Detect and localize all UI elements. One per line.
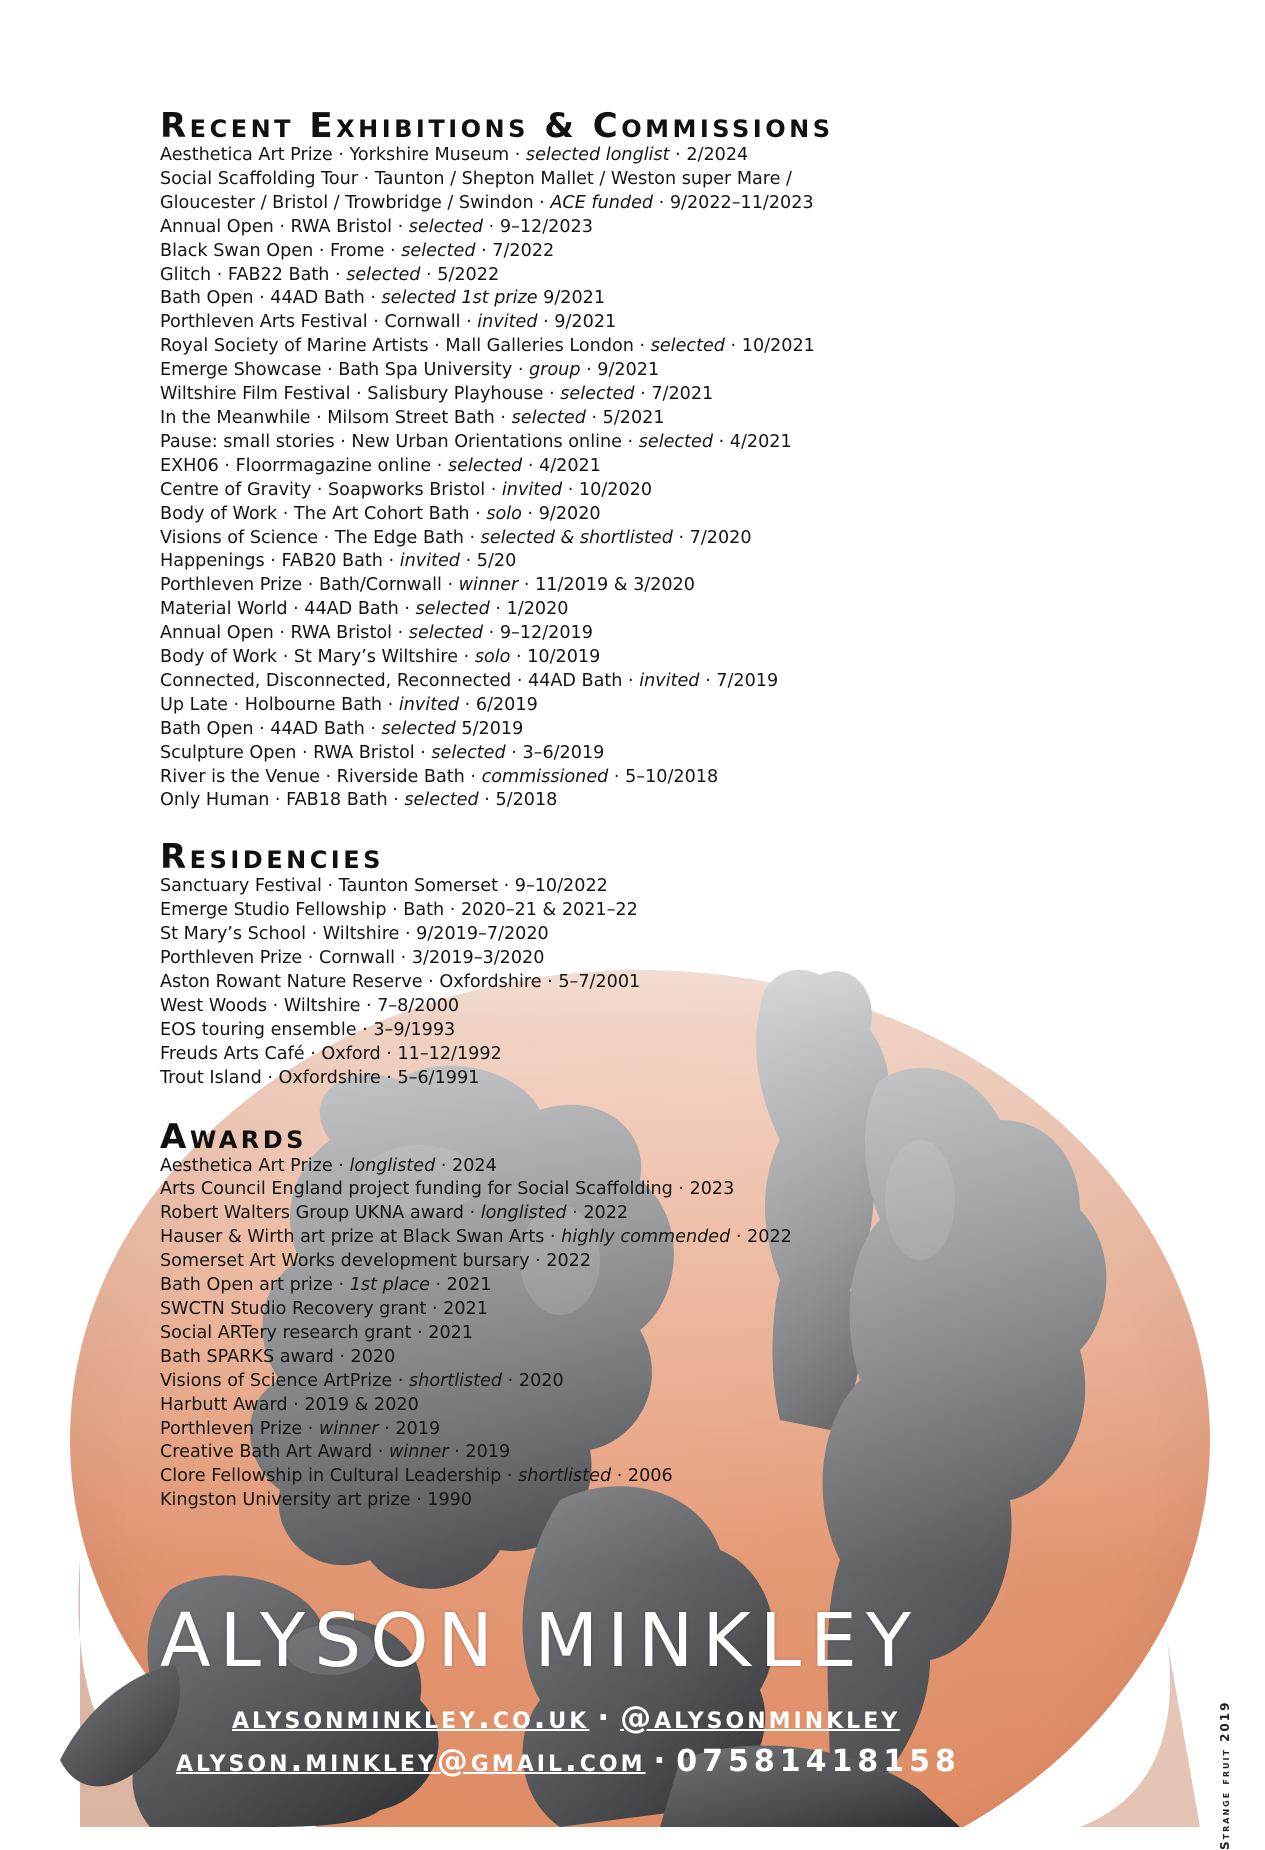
entry-status: winner (459, 575, 519, 595)
list-item (160, 431, 834, 455)
list-item (160, 766, 834, 790)
entry-text: Gloucester / Bristol / Trowbridge / Swindon · (160, 193, 550, 213)
entry-status: selected (416, 599, 490, 619)
entry-text: Wiltshire Film Festival · Salisbury Playhouse · (160, 384, 560, 404)
entry-date: · 4/2021 (713, 432, 792, 452)
website-link[interactable]: alysonminkley.co.uk (232, 1700, 589, 1736)
list-item (160, 240, 834, 264)
entry-date: · 9–12/2019 (483, 623, 593, 643)
entry-date: · 9/2021 (538, 312, 617, 332)
residencies-heading: Residencies (160, 839, 834, 875)
entry-text: Social ARTery research grant · 2021 (160, 1323, 473, 1343)
entry-status: ACE funded (550, 193, 653, 213)
entry-text: Trout Island · Oxfordshire · 5–6/1991 (160, 1068, 479, 1088)
entry-text: Annual Open · RWA Bristol · (160, 217, 409, 237)
list-item (160, 503, 834, 527)
entry-date: · 9/2020 (522, 504, 601, 524)
entry-text: Glitch · FAB22 Bath · (160, 265, 346, 285)
entry-status: selected (404, 790, 478, 810)
list-item (160, 947, 834, 971)
list-item (160, 1250, 834, 1274)
entry-date: · 2024 (435, 1156, 497, 1176)
entry-status: shortlisted (518, 1466, 611, 1486)
entry-date: · 2020 (502, 1371, 564, 1391)
list-item (160, 550, 834, 574)
awards-section (160, 1119, 834, 1514)
entry-date: · 10/2021 (725, 336, 815, 356)
entry-text: Centre of Gravity · Soapworks Bristol · (160, 480, 502, 500)
entry-status: commissioned (482, 767, 609, 787)
entry-date: · 5/20 (460, 551, 516, 571)
exhibitions-list (160, 144, 834, 813)
entry-status: selected (409, 623, 483, 643)
entry-text: West Woods · Wiltshire · 7–8/2000 (160, 996, 459, 1016)
entry-date: · 9/2021 (581, 360, 660, 380)
list-item (160, 1418, 834, 1442)
separator-dot: · (597, 1700, 612, 1736)
entry-status: highly commended (561, 1227, 730, 1247)
list-item (160, 1155, 834, 1179)
entry-text: Bath SPARKS award · 2020 (160, 1347, 395, 1367)
entry-text: Up Late · Holbourne Bath · (160, 695, 399, 715)
entry-text: SWCTN Studio Recovery grant · 2021 (160, 1299, 488, 1319)
entry-text: Royal Society of Marine Artists · Mall Galleries London · (160, 336, 651, 356)
list-item (160, 479, 834, 503)
entry-status: selected (651, 336, 725, 356)
entry-date: · 5/2021 (586, 408, 665, 428)
awards-list (160, 1155, 834, 1514)
entry-status: longlisted (481, 1203, 567, 1223)
list-item (160, 742, 834, 766)
list-item (160, 1441, 834, 1465)
entry-status: solo (475, 647, 511, 667)
entry-date: · 2022 (730, 1227, 792, 1247)
entry-status: shortlisted (409, 1371, 502, 1391)
entry-text: Porthleven Prize · Cornwall · 3/2019–3/2020 (160, 948, 544, 968)
list-item (160, 407, 834, 431)
entry-text: St Mary’s School · Wiltshire · 9/2019–7/2020 (160, 924, 549, 944)
list-item (160, 455, 834, 479)
list-item (160, 144, 834, 168)
awards-heading: Awards (160, 1119, 834, 1155)
residencies-section (160, 839, 834, 1090)
list-item (160, 646, 834, 670)
entry-date: · 1/2020 (490, 599, 569, 619)
entry-status: selected (448, 456, 522, 476)
list-item (160, 1202, 834, 1226)
list-item (160, 216, 834, 240)
list-item (160, 718, 834, 742)
list-item (160, 1465, 834, 1489)
entry-text: Freuds Arts Café · Oxford · 11–12/1992 (160, 1044, 502, 1064)
entry-text: Visions of Science · The Edge Bath · (160, 528, 481, 548)
entry-date: · 2/2024 (670, 145, 749, 165)
list-item (160, 527, 834, 551)
entry-text: Porthleven Arts Festival · Cornwall · (160, 312, 477, 332)
entry-text: Annual Open · RWA Bristol · (160, 623, 409, 643)
entry-status: selected (401, 241, 475, 261)
entry-date: 5/2019 (456, 719, 524, 739)
list-item (160, 1067, 834, 1091)
entry-status: invited (639, 671, 699, 691)
entry-text: Clore Fellowship in Cultural Leadership · (160, 1466, 518, 1486)
entry-status: invited (399, 695, 459, 715)
list-item (160, 995, 834, 1019)
entry-text: River is the Venue · Riverside Bath · (160, 767, 482, 787)
entry-date: · 5–10/2018 (608, 767, 718, 787)
entry-date: · 2019 (449, 1442, 511, 1462)
entry-text: Arts Council England project funding for Social Scaffolding · 2023 (160, 1179, 734, 1199)
entry-text: Porthleven Prize · (160, 1419, 319, 1439)
entry-text: Robert Walters Group UKNA award · (160, 1203, 481, 1223)
list-item (160, 1370, 834, 1394)
entry-date: · 9/2022–11/2023 (653, 193, 814, 213)
entry-status: invited (400, 551, 460, 571)
entry-text: Happenings · FAB20 Bath · (160, 551, 400, 571)
email-link[interactable]: alyson.minkley@gmail.com (176, 1743, 646, 1779)
entry-date: · 2022 (567, 1203, 629, 1223)
entry-date: · 10/2020 (562, 480, 652, 500)
entry-status: selected (639, 432, 713, 452)
contact-line-email (176, 1743, 961, 1779)
list-item (160, 1043, 834, 1067)
entry-text: Somerset Art Works development bursary · 2022 (160, 1251, 591, 1271)
entry-date: · 4/2021 (522, 456, 601, 476)
entry-text: Harbutt Award · 2019 & 2020 (160, 1395, 419, 1415)
entry-text: Kingston University art prize · 1990 (160, 1490, 472, 1510)
entry-date: · 7/2019 (699, 671, 778, 691)
entry-text: Material World · 44AD Bath · (160, 599, 416, 619)
list-item (160, 383, 834, 407)
entry-date: · 9–12/2023 (483, 217, 593, 237)
list-item (160, 670, 834, 694)
entry-text: EXH06 · Floorrmagazine online · (160, 456, 448, 476)
social-handle-link[interactable]: @alysonminkley (620, 1700, 900, 1736)
list-item (160, 1274, 834, 1298)
list-item (160, 1298, 834, 1322)
entry-text: Porthleven Prize · Bath/Cornwall · (160, 575, 459, 595)
list-item (160, 1322, 834, 1346)
entry-text: Body of Work · St Mary’s Wiltshire · (160, 647, 475, 667)
artist-name: ALYSON MINKLEY (160, 1598, 920, 1684)
entry-text: Emerge Showcase · Bath Spa University · (160, 360, 529, 380)
list-item (160, 1394, 834, 1418)
entry-text: Creative Bath Art Award · (160, 1442, 389, 1462)
entry-status: selected (409, 217, 483, 237)
entry-text: Bath Open · 44AD Bath · (160, 719, 382, 739)
list-item (160, 192, 834, 216)
entry-status: selected (346, 265, 420, 285)
entry-status: invited (502, 480, 562, 500)
entry-date: · 2021 (430, 1275, 492, 1295)
exhibitions-heading: Recent Exhibitions & Commissions (160, 108, 834, 144)
list-item (160, 1226, 834, 1250)
entry-text: Body of Work · The Art Cohort Bath · (160, 504, 486, 524)
entry-date: · 5/2018 (479, 790, 558, 810)
list-item (160, 622, 834, 646)
entry-text: Hauser & Wirth art prize at Black Swan Arts · (160, 1227, 561, 1247)
list-item (160, 1178, 834, 1202)
entry-status: selected 1st prize (382, 288, 538, 308)
entry-date: · 6/2019 (459, 695, 538, 715)
residencies-list (160, 875, 834, 1090)
list-item (160, 359, 834, 383)
entry-date: · 7/2020 (673, 528, 752, 548)
list-item (160, 971, 834, 995)
entry-date: · 5/2022 (420, 265, 499, 285)
entry-text: Social Scaffolding Tour · Taunton / Shepton Mallet / Weston super Mare / (160, 169, 792, 189)
list-item (160, 598, 834, 622)
cv-content (160, 108, 834, 1513)
entry-date: 9/2021 (538, 288, 606, 308)
entry-date: · 11/2019 & 3/2020 (518, 575, 695, 595)
entry-status: winner (389, 1442, 449, 1462)
entry-status: longlisted (349, 1156, 435, 1176)
entry-text: Pause: small stories · New Urban Orientations online · (160, 432, 639, 452)
list-item (160, 287, 834, 311)
entry-text: Emerge Studio Fellowship · Bath · 2020–21 & 2021–22 (160, 900, 638, 920)
separator-dot: · (654, 1743, 669, 1779)
entry-text: Visions of Science ArtPrize · (160, 1371, 409, 1391)
list-item (160, 1019, 834, 1043)
list-item (160, 168, 834, 192)
entry-date: · 2006 (611, 1466, 673, 1486)
entry-status: selected (512, 408, 586, 428)
exhibitions-section (160, 108, 834, 813)
list-item (160, 1346, 834, 1370)
entry-text: In the Meanwhile · Milsom Street Bath · (160, 408, 512, 428)
entry-status: selected (560, 384, 634, 404)
list-item (160, 1489, 834, 1513)
entry-status: invited (477, 312, 537, 332)
entry-text: Black Swan Open · Frome · (160, 241, 401, 261)
entry-status: group (529, 360, 580, 380)
entry-date: · 2019 (379, 1419, 441, 1439)
contact-line-web (232, 1700, 900, 1736)
list-item (160, 264, 834, 288)
entry-date: · 10/2019 (510, 647, 600, 667)
entry-date: · 7/2021 (635, 384, 714, 404)
entry-status: selected (431, 743, 505, 763)
list-item (160, 923, 834, 947)
entry-status: 1st place (350, 1275, 430, 1295)
list-item (160, 574, 834, 598)
entry-text: Bath Open art prize · (160, 1275, 350, 1295)
entry-status: winner (319, 1419, 379, 1439)
entry-text: Sculpture Open · RWA Bristol · (160, 743, 431, 763)
list-item (160, 789, 834, 813)
entry-status: selected & shortlisted (481, 528, 673, 548)
list-item (160, 694, 834, 718)
entry-text: Aesthetica Art Prize · Yorkshire Museum · (160, 145, 526, 165)
list-item (160, 899, 834, 923)
phone-number: 07581418158 (676, 1744, 961, 1779)
list-item (160, 311, 834, 335)
entry-text: Only Human · FAB18 Bath · (160, 790, 404, 810)
entry-text: Sanctuary Festival · Taunton Somerset · 9–10/2022 (160, 876, 608, 896)
entry-date: · 7/2022 (476, 241, 555, 261)
entry-status: solo (486, 504, 522, 524)
entry-status: selected (382, 719, 456, 739)
entry-date: · 3–6/2019 (506, 743, 605, 763)
entry-text: Bath Open · 44AD Bath · (160, 288, 382, 308)
entry-status: selected longlist (526, 145, 670, 165)
entry-text: Aesthetica Art Prize · (160, 1156, 349, 1176)
list-item (160, 335, 834, 359)
entry-text: Aston Rowant Nature Reserve · Oxfordshire · 5–7/2001 (160, 972, 640, 992)
list-item (160, 875, 834, 899)
artwork-caption: Strange fruit 2019 (1218, 1701, 1232, 1850)
entry-text: EOS touring ensemble · 3–9/1993 (160, 1020, 455, 1040)
entry-text: Connected, Disconnected, Reconnected · 44AD Bath · (160, 671, 639, 691)
